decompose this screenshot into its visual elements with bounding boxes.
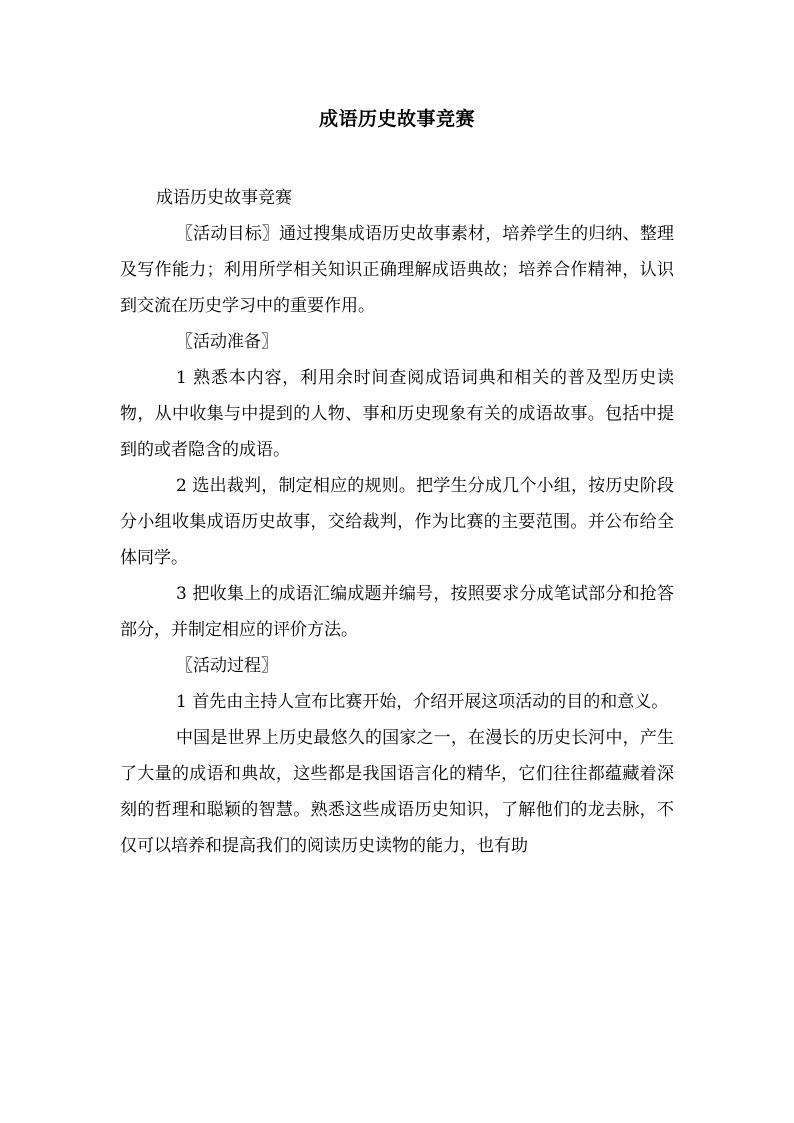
activity-goal-paragraph: 〖活动目标〗通过搜集成语历史故事素材，培养学生的归纳、整理及写作能力；利用所学相关知识正确理解成语典故；培养合作精神，认识到交流在历史学习中的重要作用。	[120, 224, 674, 316]
process-item-1: 1 首先由主持人宣布比赛开始，介绍开展这项活动的目的和意义。	[176, 692, 669, 712]
activity-process-heading: 〖活动过程〗	[176, 656, 278, 676]
preparation-item-1: 1 熟悉本内容，利用余时间查阅成语词典和相关的普及型历史读物，从中收集与中提到的人物、事和历史现象有关的成语故事。包括中提到的或者隐含的成语。	[120, 368, 674, 460]
preparation-item-2: 2 选出裁判，制定相应的规则。把学生分成几个小组，按历史阶段分小组收集成语历史故事，交给裁判，作为比赛的主要范围。并公布给全体同学。	[120, 476, 674, 568]
document-title: 成语历史故事竞赛	[318, 108, 475, 130]
preparation-item-3: 3 把收集上的成语汇编成题并编号，按照要求分成笔试部分和抢答部分，并制定相应的评价方法。	[120, 584, 674, 640]
body-paragraph: 中国是世界上历史最悠久的国家之一，在漫长的历史长河中，产生了大量的成语和典故，这些都是我国语言化的精华，它们往往都蕴藏着深刻的哲理和聪颖的智慧。熟悉这些成语历史知识，了解他们的龙去脉，不仅可以培养和提高我们的阅读历史读物的能力，也有助	[120, 728, 674, 856]
document-body	[120, 180, 674, 864]
subtitle-paragraph: 成语历史故事竞赛	[156, 188, 292, 208]
activity-preparation-heading: 〖活动准备〗	[176, 332, 278, 352]
